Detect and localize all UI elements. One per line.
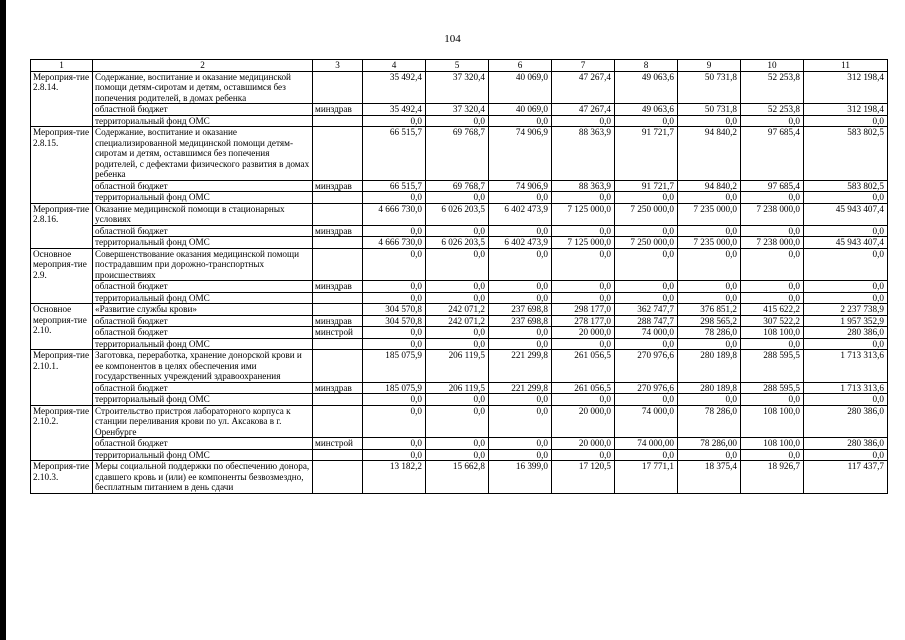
amount-cell: 50 731,8 — [678, 71, 741, 104]
amount-cell: 0,0 — [552, 192, 615, 204]
amount-cell: 6 026 203,5 — [426, 203, 489, 225]
column-number: 6 — [489, 60, 552, 72]
amount-cell: 0,0 — [615, 192, 678, 204]
amount-cell: 74 000,00 — [615, 438, 678, 450]
amount-cell: 45 943 407,4 — [804, 203, 888, 225]
table-row — [31, 237, 888, 249]
table-row — [31, 438, 888, 450]
amount-cell: 185 075,9 — [363, 382, 426, 394]
executor — [313, 461, 363, 494]
amount-cell: 91 721,7 — [615, 180, 678, 192]
funding-source: областной бюджет — [93, 315, 313, 327]
table-row — [31, 127, 888, 181]
activity-description: Заготовка, переработка, хранение донорской крови и ее компонентов в целях обеспечения ими государственных учреждений здравоохранения — [93, 350, 313, 383]
amount-cell: 280 386,0 — [804, 327, 888, 339]
amount-cell: 0,0 — [804, 248, 888, 281]
page-edge-bar — [0, 0, 6, 640]
amount-cell: 45 943 407,4 — [804, 237, 888, 249]
amount-cell: 0,0 — [615, 225, 678, 237]
amount-cell: 0,0 — [678, 225, 741, 237]
amount-cell: 0,0 — [489, 192, 552, 204]
amount-cell: 0,0 — [615, 292, 678, 304]
amount-cell: 0,0 — [363, 394, 426, 406]
activity-code: Мероприя-тие 2.10.2. — [31, 405, 93, 461]
executor: минздрав — [313, 281, 363, 293]
amount-cell: 78 286,0 — [678, 405, 741, 438]
amount-cell: 94 840,2 — [678, 180, 741, 192]
amount-cell: 52 253,8 — [741, 104, 804, 116]
amount-cell: 37 320,4 — [426, 104, 489, 116]
amount-cell: 242 071,2 — [426, 304, 489, 316]
amount-cell: 298 177,0 — [552, 304, 615, 316]
column-number: 5 — [426, 60, 489, 72]
amount-cell: 50 731,8 — [678, 104, 741, 116]
activity-code: Основное мероприя-тие 2.9. — [31, 248, 93, 304]
amount-cell: 0,0 — [615, 338, 678, 350]
amount-cell: 37 320,4 — [426, 71, 489, 104]
amount-cell: 0,0 — [804, 115, 888, 127]
amount-cell: 280 386,0 — [804, 405, 888, 438]
amount-cell: 0,0 — [804, 225, 888, 237]
amount-cell: 278 177,0 — [552, 315, 615, 327]
table-row — [31, 315, 888, 327]
amount-cell: 0,0 — [741, 225, 804, 237]
executor — [313, 405, 363, 438]
amount-cell: 40 069,0 — [489, 104, 552, 116]
amount-cell: 7 250 000,0 — [615, 203, 678, 225]
funding-source: областной бюджет — [93, 382, 313, 394]
executor: минздрав — [313, 315, 363, 327]
amount-cell: 7 238 000,0 — [741, 237, 804, 249]
amount-cell: 0,0 — [363, 327, 426, 339]
amount-cell: 20 000,0 — [552, 327, 615, 339]
executor — [313, 237, 363, 249]
amount-cell: 221 299,8 — [489, 350, 552, 383]
amount-cell: 298 565,2 — [678, 315, 741, 327]
amount-cell: 0,0 — [552, 449, 615, 461]
amount-cell: 7 125 000,0 — [552, 237, 615, 249]
amount-cell: 307 522,2 — [741, 315, 804, 327]
amount-cell: 0,0 — [363, 225, 426, 237]
amount-cell: 0,0 — [678, 338, 741, 350]
table-row — [31, 192, 888, 204]
amount-cell: 237 698,8 — [489, 304, 552, 316]
amount-cell: 0,0 — [552, 281, 615, 293]
executor — [313, 192, 363, 204]
amount-cell: 0,0 — [363, 281, 426, 293]
amount-cell: 0,0 — [678, 115, 741, 127]
executor — [313, 248, 363, 281]
amount-cell: 0,0 — [489, 338, 552, 350]
amount-cell: 312 198,4 — [804, 104, 888, 116]
amount-cell: 16 399,0 — [489, 461, 552, 494]
column-number: 3 — [313, 60, 363, 72]
amount-cell: 304 570,8 — [363, 304, 426, 316]
activity-description: Содержание, воспитание и оказание специализированной медицинской помощи детям-сиротам и детям, оставшимся без попечения родителей, с дефектами физического развития в домах ребенка — [93, 127, 313, 181]
amount-cell: 0,0 — [615, 248, 678, 281]
amount-cell: 7 235 000,0 — [678, 237, 741, 249]
funding-source: областной бюджет — [93, 225, 313, 237]
amount-cell: 88 363,9 — [552, 127, 615, 181]
funding-source: территориальный фонд ОМС — [93, 115, 313, 127]
activity-code: Мероприя-тие 2.8.14. — [31, 71, 93, 127]
amount-cell: 0,0 — [552, 248, 615, 281]
amount-cell: 0,0 — [615, 115, 678, 127]
amount-cell: 0,0 — [426, 115, 489, 127]
amount-cell: 0,0 — [615, 394, 678, 406]
activity-code: Основное мероприя-тие 2.10. — [31, 304, 93, 350]
amount-cell: 0,0 — [741, 449, 804, 461]
amount-cell: 0,0 — [678, 281, 741, 293]
amount-cell: 0,0 — [426, 405, 489, 438]
amount-cell: 0,0 — [426, 394, 489, 406]
amount-cell: 0,0 — [363, 438, 426, 450]
table-row — [31, 115, 888, 127]
amount-cell: 49 063,6 — [615, 71, 678, 104]
page-number: 104 — [444, 33, 461, 45]
amount-cell: 17 120,5 — [552, 461, 615, 494]
amount-cell: 0,0 — [741, 192, 804, 204]
table-row — [31, 180, 888, 192]
table-row — [31, 461, 888, 494]
table-row — [31, 338, 888, 350]
amount-cell: 74 000,0 — [615, 327, 678, 339]
amount-cell: 206 119,5 — [426, 382, 489, 394]
amount-cell: 0,0 — [804, 292, 888, 304]
activity-description: Содержание, воспитание и оказание медицинской помощи детям-сиротам и детям, оставшимся без попечения родителей, в домах ребенка — [93, 71, 313, 104]
amount-cell: 0,0 — [804, 192, 888, 204]
amount-cell: 6 402 473,9 — [489, 237, 552, 249]
amount-cell: 0,0 — [426, 327, 489, 339]
amount-cell: 0,0 — [678, 449, 741, 461]
activity-code: Мероприя-тие 2.8.16. — [31, 203, 93, 248]
amount-cell: 0,0 — [426, 449, 489, 461]
amount-cell: 78 286,0 — [678, 327, 741, 339]
amount-cell: 270 976,6 — [615, 382, 678, 394]
amount-cell: 4 666 730,0 — [363, 203, 426, 225]
amount-cell: 0,0 — [741, 338, 804, 350]
amount-cell: 0,0 — [552, 338, 615, 350]
amount-cell: 0,0 — [363, 192, 426, 204]
amount-cell: 69 768,7 — [426, 180, 489, 192]
table-row — [31, 350, 888, 383]
amount-cell: 6 026 203,5 — [426, 237, 489, 249]
executor — [313, 203, 363, 225]
amount-cell: 0,0 — [426, 338, 489, 350]
amount-cell: 0,0 — [426, 438, 489, 450]
amount-cell: 185 075,9 — [363, 350, 426, 383]
amount-cell: 1 713 313,6 — [804, 350, 888, 383]
executor — [313, 304, 363, 316]
amount-cell: 0,0 — [741, 248, 804, 281]
activity-code: Мероприя-тие 2.8.15. — [31, 127, 93, 204]
amount-cell: 415 622,2 — [741, 304, 804, 316]
amount-cell: 0,0 — [489, 394, 552, 406]
amount-cell: 0,0 — [552, 225, 615, 237]
table-row — [31, 292, 888, 304]
amount-cell: 6 402 473,9 — [489, 203, 552, 225]
table-row — [31, 104, 888, 116]
executor: минздрав — [313, 225, 363, 237]
amount-cell: 74 000,0 — [615, 405, 678, 438]
amount-cell: 7 250 000,0 — [615, 237, 678, 249]
amount-cell: 0,0 — [426, 248, 489, 281]
amount-cell: 0,0 — [363, 115, 426, 127]
amount-cell: 0,0 — [426, 225, 489, 237]
amount-cell: 0,0 — [489, 438, 552, 450]
amount-cell: 0,0 — [678, 292, 741, 304]
amount-cell: 108 100,0 — [741, 438, 804, 450]
amount-cell: 66 515,7 — [363, 180, 426, 192]
column-number: 10 — [741, 60, 804, 72]
table-row — [31, 248, 888, 281]
amount-cell: 0,0 — [678, 394, 741, 406]
funding-source: областной бюджет — [93, 281, 313, 293]
amount-cell: 0,0 — [489, 225, 552, 237]
amount-cell: 0,0 — [426, 192, 489, 204]
amount-cell: 91 721,7 — [615, 127, 678, 181]
amount-cell: 97 685,4 — [741, 127, 804, 181]
amount-cell: 117 437,7 — [804, 461, 888, 494]
column-number: 7 — [552, 60, 615, 72]
amount-cell: 52 253,8 — [741, 71, 804, 104]
funding-source: областной бюджет — [93, 104, 313, 116]
amount-cell: 0,0 — [363, 338, 426, 350]
amount-cell: 108 100,0 — [741, 405, 804, 438]
table-row — [31, 327, 888, 339]
amount-cell: 304 570,8 — [363, 315, 426, 327]
amount-cell: 74 906,9 — [489, 127, 552, 181]
executor: минстрой — [313, 327, 363, 339]
budget-table — [30, 59, 888, 494]
funding-source: территориальный фонд ОМС — [93, 192, 313, 204]
activity-description: Строительство пристроя лабораторного корпуса к станции переливания крови по ул. Аксакова в г. Оренбурге — [93, 405, 313, 438]
executor — [313, 71, 363, 104]
amount-cell: 0,0 — [552, 115, 615, 127]
amount-cell: 78 286,00 — [678, 438, 741, 450]
amount-cell: 108 100,0 — [741, 327, 804, 339]
amount-cell: 0,0 — [741, 115, 804, 127]
amount-cell: 97 685,4 — [741, 180, 804, 192]
executor — [313, 115, 363, 127]
amount-cell: 0,0 — [678, 248, 741, 281]
executor — [313, 292, 363, 304]
amount-cell: 376 851,2 — [678, 304, 741, 316]
executor — [313, 127, 363, 181]
column-number: 4 — [363, 60, 426, 72]
amount-cell: 13 182,2 — [363, 461, 426, 494]
amount-cell: 47 267,4 — [552, 71, 615, 104]
amount-cell: 0,0 — [552, 292, 615, 304]
amount-cell: 0,0 — [741, 281, 804, 293]
amount-cell: 35 492,4 — [363, 104, 426, 116]
amount-cell: 0,0 — [678, 192, 741, 204]
table-row — [31, 225, 888, 237]
amount-cell: 0,0 — [426, 292, 489, 304]
executor: минздрав — [313, 104, 363, 116]
amount-cell: 18 375,4 — [678, 461, 741, 494]
amount-cell: 17 771,1 — [615, 461, 678, 494]
amount-cell: 280 189,8 — [678, 382, 741, 394]
table-row — [31, 405, 888, 438]
activity-code: Мероприя-тие 2.10.1. — [31, 350, 93, 406]
amount-cell: 0,0 — [489, 281, 552, 293]
amount-cell: 88 363,9 — [552, 180, 615, 192]
amount-cell: 7 238 000,0 — [741, 203, 804, 225]
amount-cell: 362 747,7 — [615, 304, 678, 316]
table-row — [31, 449, 888, 461]
funding-source: областной бюджет — [93, 327, 313, 339]
amount-cell: 1 713 313,6 — [804, 382, 888, 394]
table-row — [31, 304, 888, 316]
column-number: 2 — [93, 60, 313, 72]
table-row — [31, 281, 888, 293]
amount-cell: 0,0 — [804, 281, 888, 293]
executor — [313, 338, 363, 350]
funding-source: территориальный фонд ОМС — [93, 338, 313, 350]
amount-cell: 0,0 — [804, 449, 888, 461]
executor: минздрав — [313, 382, 363, 394]
funding-source: территориальный фонд ОМС — [93, 394, 313, 406]
amount-cell: 0,0 — [489, 449, 552, 461]
amount-cell: 261 056,5 — [552, 382, 615, 394]
table-row — [31, 71, 888, 104]
executor — [313, 449, 363, 461]
amount-cell: 0,0 — [489, 405, 552, 438]
amount-cell: 20 000,0 — [552, 438, 615, 450]
executor: минстрой — [313, 438, 363, 450]
amount-cell: 280 189,8 — [678, 350, 741, 383]
amount-cell: 0,0 — [804, 394, 888, 406]
column-number: 8 — [615, 60, 678, 72]
amount-cell: 0,0 — [615, 449, 678, 461]
amount-cell: 74 906,9 — [489, 180, 552, 192]
amount-cell: 66 515,7 — [363, 127, 426, 181]
amount-cell: 242 071,2 — [426, 315, 489, 327]
table-body — [31, 60, 888, 494]
activity-code: Мероприя-тие 2.10.3. — [31, 461, 93, 494]
amount-cell: 288 595,5 — [741, 350, 804, 383]
amount-cell: 49 063,6 — [615, 104, 678, 116]
amount-cell: 69 768,7 — [426, 127, 489, 181]
amount-cell: 40 069,0 — [489, 71, 552, 104]
amount-cell: 18 926,7 — [741, 461, 804, 494]
activity-description: Оказание медицинской помощи в стационарных условиях — [93, 203, 313, 225]
funding-source: областной бюджет — [93, 438, 313, 450]
funding-source: территориальный фонд ОМС — [93, 449, 313, 461]
amount-cell: 583 802,5 — [804, 127, 888, 181]
table-row — [31, 394, 888, 406]
funding-source: территориальный фонд ОМС — [93, 292, 313, 304]
amount-cell: 288 747,7 — [615, 315, 678, 327]
amount-cell: 0,0 — [489, 292, 552, 304]
amount-cell: 4 666 730,0 — [363, 237, 426, 249]
amount-cell: 0,0 — [363, 248, 426, 281]
amount-cell: 237 698,8 — [489, 315, 552, 327]
activity-description: Совершенствование оказания медицинской помощи пострадавшим при дорожно-транспортных происшествиях — [93, 248, 313, 281]
column-number: 9 — [678, 60, 741, 72]
amount-cell: 288 595,5 — [741, 382, 804, 394]
amount-cell: 206 119,5 — [426, 350, 489, 383]
table-row — [31, 203, 888, 225]
executor — [313, 394, 363, 406]
amount-cell: 0,0 — [489, 115, 552, 127]
column-number: 11 — [804, 60, 888, 72]
executor: минздрав — [313, 180, 363, 192]
amount-cell: 0,0 — [363, 405, 426, 438]
amount-cell: 0,0 — [426, 281, 489, 293]
amount-cell: 280 386,0 — [804, 438, 888, 450]
funding-source: областной бюджет — [93, 180, 313, 192]
amount-cell: 0,0 — [552, 394, 615, 406]
amount-cell: 583 802,5 — [804, 180, 888, 192]
amount-cell: 0,0 — [741, 394, 804, 406]
funding-source: территориальный фонд ОМС — [93, 237, 313, 249]
amount-cell: 0,0 — [489, 248, 552, 281]
amount-cell: 0,0 — [363, 292, 426, 304]
amount-cell: 0,0 — [615, 281, 678, 293]
table-row — [31, 382, 888, 394]
amount-cell: 20 000,0 — [552, 405, 615, 438]
amount-cell: 47 267,4 — [552, 104, 615, 116]
amount-cell: 0,0 — [741, 292, 804, 304]
activity-description: «Развитие службы крови» — [93, 304, 313, 316]
amount-cell: 221 299,8 — [489, 382, 552, 394]
amount-cell: 270 976,6 — [615, 350, 678, 383]
amount-cell: 15 662,8 — [426, 461, 489, 494]
amount-cell: 2 237 738,9 — [804, 304, 888, 316]
amount-cell: 261 056,5 — [552, 350, 615, 383]
column-number: 1 — [31, 60, 93, 72]
amount-cell: 0,0 — [363, 449, 426, 461]
column-number-row — [31, 60, 888, 72]
amount-cell: 94 840,2 — [678, 127, 741, 181]
amount-cell: 312 198,4 — [804, 71, 888, 104]
activity-description: Меры социальной поддержки по обеспечению донора, сдавшего кровь и (или) ее компоненты безвозмездно, бесплатным питанием в день сдачи — [93, 461, 313, 494]
amount-cell: 35 492,4 — [363, 71, 426, 104]
amount-cell: 7 235 000,0 — [678, 203, 741, 225]
amount-cell: 0,0 — [489, 327, 552, 339]
amount-cell: 7 125 000,0 — [552, 203, 615, 225]
executor — [313, 350, 363, 383]
amount-cell: 0,0 — [804, 338, 888, 350]
amount-cell: 1 957 352,9 — [804, 315, 888, 327]
